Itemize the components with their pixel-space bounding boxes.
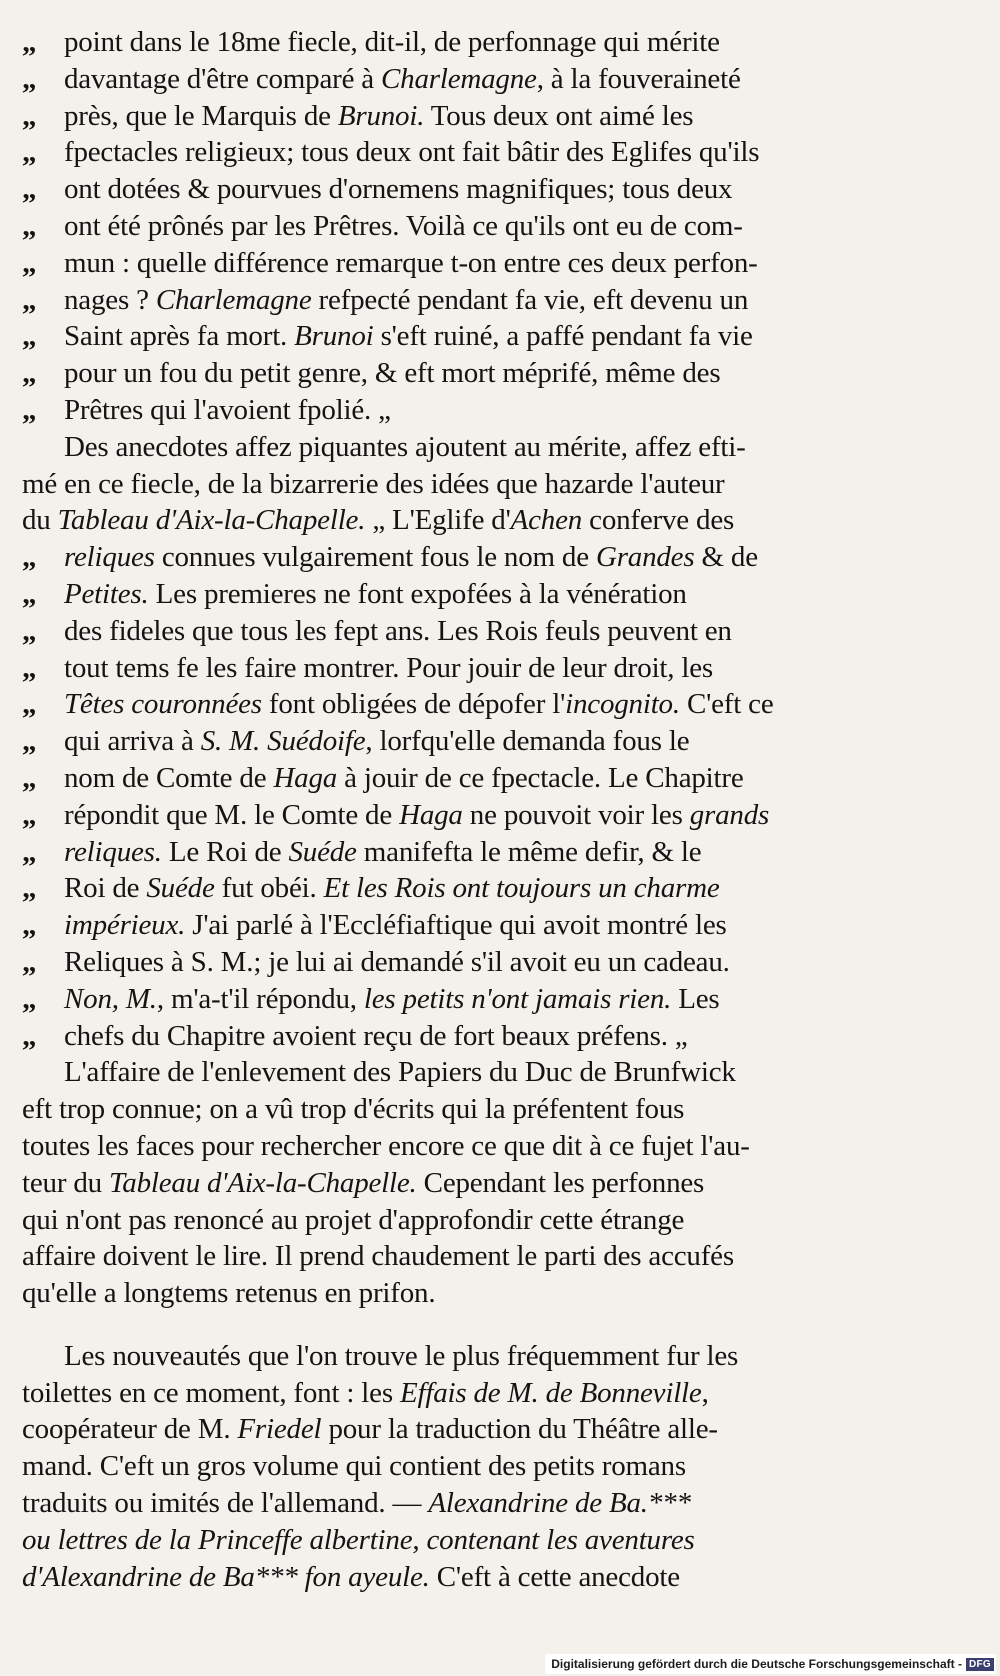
text-run: Tous deux ont aimé les: [424, 99, 694, 132]
line-content: [22, 466, 934, 503]
line-content: [64, 576, 934, 613]
text-line: [22, 134, 934, 171]
italic-text: ou lettres de la Princeffe albertine, contenant les aventures: [22, 1523, 695, 1556]
dfg-logo: DFG: [966, 1658, 994, 1671]
text-run: mun : quelle différence remarque t-on entre ces deux perfon-: [64, 246, 758, 279]
text-run: ne pouvoit voir les: [462, 798, 690, 831]
quote-mark: „: [22, 761, 37, 794]
text-line: [22, 466, 934, 503]
text-run: ,: [701, 1376, 709, 1409]
italic-text: Suéde: [146, 872, 215, 905]
text-line: [22, 797, 934, 834]
text-run: J'ai parlé à l'Eccléfiaftique qui avoit montré les: [185, 909, 727, 942]
quote-mark: „: [22, 393, 37, 426]
line-content: [64, 429, 934, 466]
italic-text: S. M. Suédoife: [200, 725, 366, 758]
line-content: [64, 907, 934, 944]
text-run: Prêtres qui l'avoient fpolié. „: [64, 393, 391, 426]
italic-text: les petits n'ont jamais rien.: [363, 982, 672, 1015]
line-content: [64, 1018, 934, 1055]
text-line: [22, 1338, 934, 1375]
line-content: [64, 797, 934, 834]
italic-text: Têtes couronnées: [64, 688, 262, 721]
text-run: fpectacles religieux; tous deux ont fait bâtir des Eglifes qu'ils: [64, 136, 760, 169]
line-content: [22, 1128, 934, 1165]
text-run: pour un fou du petit genre, & eft mort méprifé, même des: [64, 357, 721, 390]
line-content: [64, 870, 934, 907]
text-line: [22, 1522, 934, 1559]
text-line: [22, 907, 934, 944]
line-content: [64, 318, 934, 355]
line-content: [64, 944, 934, 981]
text-line: [22, 1165, 934, 1202]
line-content: [64, 834, 934, 871]
italic-text: incognito.: [565, 688, 680, 721]
text-line: [22, 1485, 934, 1522]
line-content: [64, 61, 934, 98]
text-line: [22, 24, 934, 61]
line-content: [64, 981, 934, 1018]
text-run: Le Roi de: [161, 835, 289, 868]
italic-text: impérieux.: [64, 909, 186, 942]
italic-text: Brunoi: [294, 320, 374, 353]
quote-mark: „: [22, 283, 37, 316]
line-content: [64, 613, 934, 650]
text-run: traduits ou imités de l'allemand. —: [22, 1487, 429, 1520]
line-content: [64, 723, 934, 760]
quote-mark: „: [22, 541, 37, 574]
text-line: [22, 429, 934, 466]
text-run: , lorfqu'elle demanda fous le: [365, 725, 690, 758]
text-line: [22, 1275, 934, 1312]
text-line: [22, 355, 934, 392]
italic-text: Suéde: [288, 835, 357, 868]
italic-text: Et les Rois ont toujours un charme: [323, 872, 720, 905]
line-content: [64, 650, 934, 687]
line-content: [64, 1054, 934, 1091]
text-run: mé en ce fiecle, de la bizarrerie des idées que hazarde l'auteur: [22, 467, 725, 500]
italic-text: Tableau d'Aix-la-Chapelle.: [109, 1166, 417, 1199]
text-run: mand. C'eft un gros volume qui contient des petits romans: [22, 1450, 686, 1483]
text-line: [22, 723, 934, 760]
text-run: fut obéi.: [214, 872, 324, 905]
text-run: Les premieres ne font expofées à la vénération: [148, 577, 687, 610]
quote-mark: „: [22, 651, 37, 684]
text-run: ont dotées & pourvues d'ornemens magnifiques; tous deux: [64, 173, 733, 206]
text-run: point dans le 18me fiecle, dit-il, de perfonnage qui mérite: [64, 26, 720, 58]
text-run: Les nouveautés que l'on trouve le plus fréquemment fur les: [64, 1339, 739, 1372]
text-line: [22, 208, 934, 245]
italic-text: Haga: [399, 798, 463, 831]
text-run: ont été prônés par les Prêtres. Voilà ce qu'ils ont eu de com-: [64, 209, 743, 242]
italic-text: Effais de M. de Bonneville: [399, 1376, 702, 1409]
line-content: [64, 208, 934, 245]
text-run: C'eft à cette anecdote: [429, 1560, 680, 1593]
line-content: [22, 1202, 934, 1239]
quote-mark: „: [22, 835, 37, 868]
line-content: [64, 355, 934, 392]
text-run: Des anecdotes affez piquantes ajoutent au mérite, affez efti-: [64, 430, 746, 463]
text-line: [22, 613, 934, 650]
text-line: [22, 282, 934, 319]
text-line: [22, 1018, 934, 1055]
text-line: [22, 98, 934, 135]
text-line: [22, 392, 934, 429]
text-line: [22, 1375, 934, 1412]
quote-mark: „: [22, 99, 37, 132]
text-run: des fideles que tous les fept ans. Les Rois feuls peuvent en: [64, 614, 732, 647]
quote-mark: „: [22, 909, 37, 942]
text-run: „ L'Eglife d': [365, 504, 511, 537]
line-content: [64, 392, 934, 429]
text-run: teur du: [22, 1166, 109, 1199]
text-line: [22, 1238, 934, 1275]
line-content: [64, 171, 934, 208]
text-line: [22, 981, 934, 1018]
text-run: , m'a-t'il répondu,: [156, 982, 364, 1015]
text-line: [22, 502, 934, 539]
text-run: à jouir de ce fpectacle. Le Chapitre: [337, 761, 744, 794]
text-run: refpecté pendant fa vie, eft devenu un: [311, 283, 749, 316]
text-run: pour la traduction du Théâtre alle-: [321, 1413, 718, 1446]
text-run: nom de Comte de: [64, 761, 274, 794]
italic-text: Alexandrine de Ba.***: [428, 1487, 691, 1520]
quote-mark: „: [22, 945, 37, 978]
text-run: Roi de: [64, 872, 147, 905]
quote-mark: „: [22, 26, 37, 58]
credit-text: Digitalisierung gefördert durch die Deutsche Forschungsgemeinschaft -: [551, 1657, 962, 1671]
italic-text: Grandes: [595, 541, 695, 574]
italic-text: Achen: [510, 504, 583, 537]
italic-text: reliques: [64, 541, 155, 574]
text-run: affaire doivent le lire. Il prend chaudement le parti des accufés: [22, 1240, 734, 1273]
text-line: [22, 61, 934, 98]
italic-text: reliques.: [64, 835, 162, 868]
italic-text: Petites.: [64, 577, 149, 610]
text-line: [22, 171, 934, 208]
text-run: qui arriva à: [64, 725, 201, 758]
italic-text: Charlemagne: [155, 283, 312, 316]
quote-mark: „: [22, 1019, 37, 1052]
text-line: [22, 1202, 934, 1239]
line-content: [22, 1448, 934, 1485]
text-line: [22, 834, 934, 871]
digitization-credit: [545, 1654, 996, 1674]
italic-text: Non, M.: [64, 982, 157, 1015]
italic-text: d'Alexandrine de Ba*** fon ayeule.: [22, 1560, 430, 1593]
line-content: [64, 24, 934, 61]
text-line: [22, 576, 934, 613]
text-run: font obligées de dépofer l': [261, 688, 566, 721]
text-line: [22, 1091, 934, 1128]
text-run: manifefta le même defir, & le: [356, 835, 702, 868]
text-line: [22, 1054, 934, 1091]
line-content: [64, 245, 934, 282]
line-content: [64, 686, 934, 723]
text-run: du: [22, 504, 58, 537]
line-content: [22, 1522, 934, 1559]
text-line: [22, 870, 934, 907]
text-run: qu'elle a longtems retenus en prifon.: [22, 1277, 436, 1310]
line-content: [22, 1238, 934, 1275]
text-run: qui n'ont pas renoncé au projet d'approfondir cette étrange: [22, 1203, 685, 1236]
quote-mark: „: [22, 982, 37, 1015]
text-run: Reliques à S. M.; je lui ai demandé s'il avoit eu un cadeau.: [64, 945, 730, 978]
text-run: répondit que M. le Comte de: [64, 798, 400, 831]
text-line: [22, 686, 934, 723]
line-content: [22, 1485, 934, 1522]
text-run: nages ?: [64, 283, 156, 316]
quote-mark: „: [22, 357, 37, 390]
text-line: [22, 650, 934, 687]
quote-mark: „: [22, 136, 37, 169]
quote-mark: „: [22, 320, 37, 353]
line-content: [64, 98, 934, 135]
line-content: [22, 1559, 934, 1596]
line-content: [64, 1338, 934, 1375]
page-text-block: [22, 24, 934, 1595]
line-content: [64, 282, 934, 319]
text-run: s'eft ruiné, a paffé pendant fa vie: [373, 320, 753, 353]
text-line: [22, 760, 934, 797]
line-content: [22, 1165, 934, 1202]
paragraph-gap: [22, 1312, 934, 1338]
text-run: & de: [694, 541, 758, 574]
quote-mark: „: [22, 62, 37, 95]
quote-mark: „: [22, 798, 37, 831]
quote-mark: „: [22, 614, 37, 647]
line-content: [64, 539, 934, 576]
line-content: [22, 1275, 934, 1312]
text-run: Cependant les perfonnes: [416, 1166, 705, 1199]
line-content: [22, 1375, 934, 1412]
text-run: Les: [671, 982, 720, 1015]
quote-mark: „: [22, 246, 37, 279]
italic-text: Tableau d'Aix-la-Chapelle.: [57, 504, 366, 537]
text-line: [22, 1411, 934, 1448]
text-run: eft trop connue; on a vû trop d'écrits qui la préfentent fous: [22, 1093, 685, 1126]
italic-text: Friedel: [237, 1413, 322, 1446]
italic-text: Haga: [273, 761, 338, 794]
quote-mark: „: [22, 872, 37, 905]
text-line: [22, 245, 934, 282]
text-line: [22, 1448, 934, 1485]
italic-text: grands: [689, 798, 770, 831]
text-run: chefs du Chapitre avoient reçu de fort beaux préfens. „: [64, 1019, 688, 1052]
line-content: [22, 1411, 934, 1448]
italic-text: Brunoi.: [337, 99, 425, 132]
line-content: [64, 760, 934, 797]
text-run: toutes les faces pour rechercher encore ce que dit à ce fujet l'au-: [22, 1129, 750, 1162]
text-run: coopérateur de M.: [22, 1413, 238, 1446]
text-line: [22, 944, 934, 981]
text-run: C'eft ce: [679, 688, 774, 721]
text-line: [22, 539, 934, 576]
text-run: L'affaire de l'enlevement des Papiers du Duc de Brunfwick: [64, 1056, 736, 1089]
text-run: , à la fouveraineté: [536, 62, 741, 95]
line-content: [22, 502, 934, 539]
text-line: [22, 318, 934, 355]
text-run: davantage d'être comparé à: [64, 62, 382, 95]
text-run: tout tems fe les faire montrer. Pour jouir de leur droit, les: [64, 651, 713, 684]
quote-mark: „: [22, 577, 37, 610]
text-run: connues vulgairement fous le nom de: [154, 541, 596, 574]
text-run: près, que le Marquis de: [64, 99, 338, 132]
line-content: [64, 134, 934, 171]
text-run: Saint après fa mort.: [64, 320, 295, 353]
line-content: [22, 1091, 934, 1128]
italic-text: Charlemagne: [381, 62, 537, 95]
text-run: toilettes en ce moment, font : les: [22, 1376, 400, 1409]
quote-mark: „: [22, 725, 37, 758]
quote-mark: „: [22, 688, 37, 721]
text-line: [22, 1128, 934, 1165]
text-line: [22, 1559, 934, 1596]
quote-mark: „: [22, 209, 37, 242]
text-run: conferve des: [582, 504, 735, 537]
quote-mark: „: [22, 173, 37, 206]
